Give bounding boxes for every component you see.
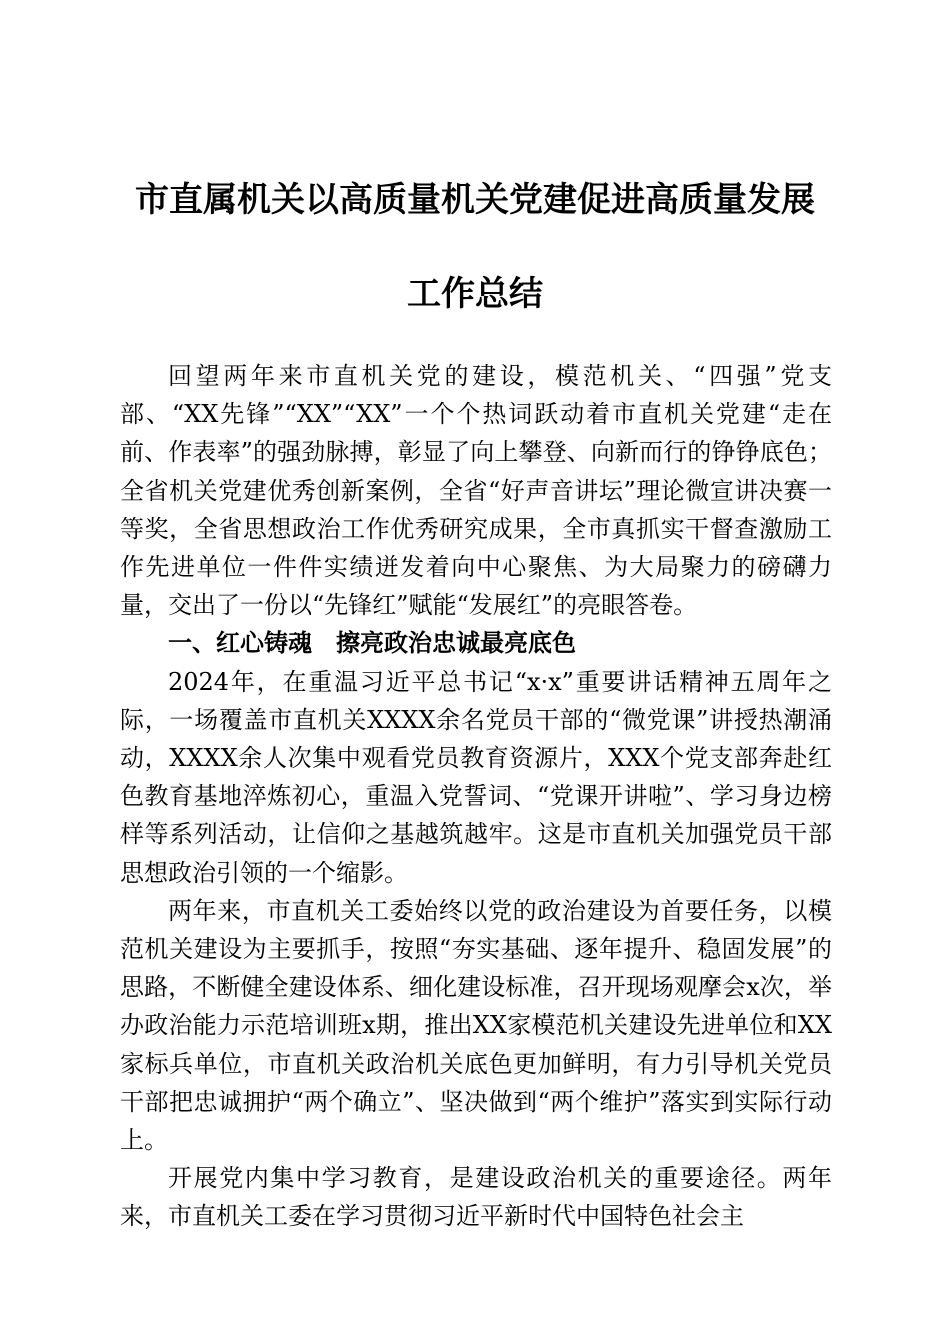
body-paragraph-1: 2024年，在重温习近平总书记“x·x”重要讲话精神五周年之际，一场覆盖市直机关XXXX余名党员干部的“微党课”讲授热潮涌动，XXXX余人次集中观看党员教育资源片，XXX个党支部奔赴红色教育基地淬炼初心，重温入党誓词、“党课开讲啦”、学习身边榜样等系列活动，让信仰之基越筑越牢。这是市直机关加强党员干部思想政治引领的一个缩影。 [120,667,832,887]
document-title-line2: 工作总结 [407,274,543,314]
intro-paragraph: 回望两年来市直机关党的建设，模范机关、“四强”党支部、“XX先锋”“XX”“XX”一个个热词跃动着市直机关党建“走在前、作表率”的强劲脉搏，彰显了向上攀登、向新而行的铮铮底色；全省机关党建优秀创新案例，全省“好声音讲坛”理论微宣讲决赛一等奖，全省思想政治工作优秀研究成果，全市真抓实干督查激励工作先进单位一件件实绩迸发着向中心聚焦、为大局聚力的磅礴力量，交出了一份以“先锋红”赋能“发展红”的亮眼答卷。 [120,362,832,620]
section-heading-number-title: 一、红心铸魂 [168,629,312,658]
section-heading-subtitle: 擦亮政治忠诚最亮底色 [336,629,576,658]
document-body [120,357,832,1236]
body-paragraph-2: 两年来，市直机关工委始终以党的政治建设为首要任务，以模范机关建设为主要抓手，按照“夯实基础、逐年提升、稳固发展”的思路，不断健全建设体系、细化建设标准，召开现场观摩会x次，举办政治能力示范培训班x期，推出XX家模范机关建设先进单位和XX家标兵单位，市直机关政治机关底色更加鲜明，有力引导机关党员干部把忠诚拥护“两个确立”、坚决做到“两个维护”落实到实际行动上。 [120,896,832,1155]
document-title-line1: 市直属机关以高质量机关党建促进高质量发展 [135,180,815,220]
body-paragraph-3: 开展党内集中学习教育，是建设政治机关的重要途径。两年来，市直机关工委在学习贯彻习近平新时代中国特色社会主 [120,1164,832,1231]
section-heading [120,624,832,662]
